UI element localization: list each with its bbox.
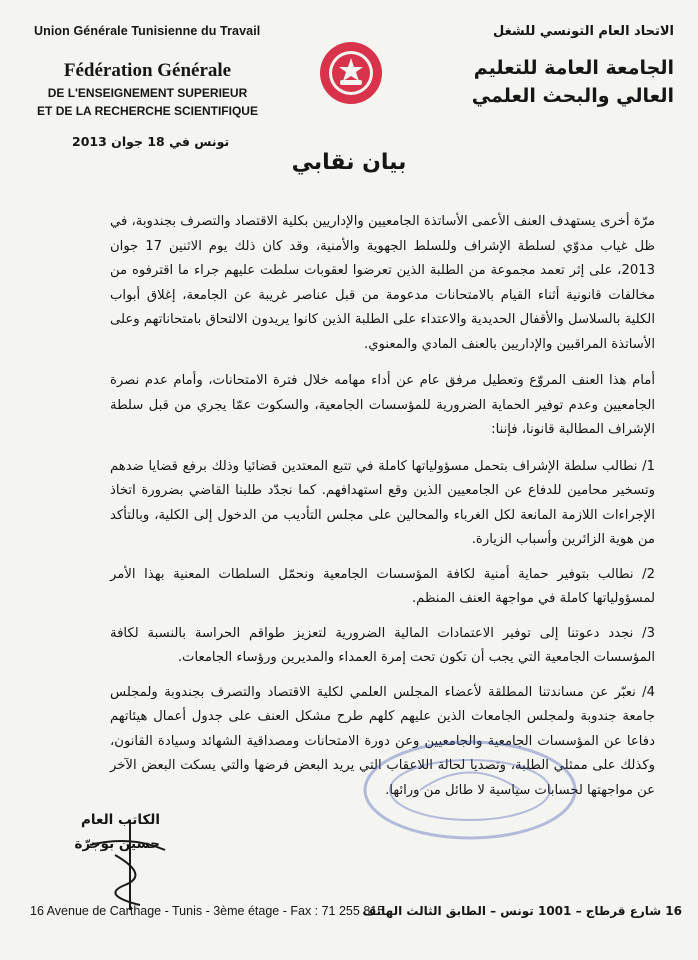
- demand-point-4: 4/ نعبّر عن مساندتنا المطلقة لأعضاء المجلس العلمي لكلية الاقتصاد والتصرف بجندوبة ولمجلس جامعة جندوبة ولمجلس الجامعات الذين عليهم كلهم طرح مشكل العنف على جدول أعمال هيئاتهم دفاعا عن المؤسسات الجامعية والجامعيين وعن دورة الامتحانات ومصداقية الشهائد وسيادة القانون، وكذلك على ممثلي الطلبة، وتصديا لحالة اللاعقاب التي يريد البعض فرضها والتي يسكت البعض الآخر عن مواجهتها لحسابات سياسية لا طائل من ورائها.: [110, 684, 655, 798]
- document-title: بيان نقابي: [291, 150, 407, 175]
- federation-name-fr: Fédération Générale: [63, 60, 232, 81]
- handwritten-signature-icon: [70, 815, 180, 915]
- paragraph-intro: مرّة أخرى يستهدف العنف الأعمى الأساتذة الجامعيين والإداريين بكلية الاقتصاد والتصرف بجندوبة، في ظل غياب مدوّي لسلطة الإشراف وللسلط الجهوية والأمنية، وقد كان ذلك يوم الاثنين 17 جوان 2013، على إثر تعمد مجموعة من الطلبة الذين تعرضوا لعقوبات سلطت عليهم جراء ما اقترفوه من مخالفات قانونية أثناء القيام بالامتحانات مدعومة من قبل عناصر غريبة عن الجامعة، إغلاق أبواب الكلية بالسلاسل والأقفال الحديدية والاعتداء على الطلبة الذين كانوا يريدون الالتحاق بامتحاناتهم وعلى الأساتذة المراقبين والإداريين بالعنف المادي والمعنوي.: [110, 214, 655, 352]
- demand-point-3: 3/ نجدد دعوتنا إلى توفير الاعتمادات المالية الضرورية لتعزيز طواقم الحراسة بالنسبة لكافة المؤسسات الجامعية التي يجب أن تكون تحت إمرة العمداء والمديرين ورؤساء الجامعات.: [110, 625, 655, 665]
- federation-sub-ar: العالي والبحث العلمي: [471, 85, 674, 107]
- federation-line2-fr: DE L'ENSEIGNEMENT SUPERIEUR: [47, 86, 248, 100]
- document-date: تونس في 18 جوان 2013: [72, 134, 230, 149]
- demand-point-2: 2/ نطالب بتوفير حماية أمنية لكافة المؤسسات الجامعية ونحمّل السلطات المعنية بهذا الأمر لمسؤولياتها كاملة في مواجهة العنف المنظم.: [110, 566, 655, 606]
- signatory-name: حسين بوجرّة: [74, 836, 160, 852]
- signatory-role: الكاتب العام: [81, 812, 160, 828]
- federation-line3-fr: ET DE LA RECHERCHE SCIENTIFIQUE: [37, 104, 258, 118]
- federation-name-ar: الجامعة العامة للتعليم: [473, 57, 674, 79]
- footer-address-ar: 16 شارع قرطاج – 1001 تونس – الطابق الثالث الهاتف: [362, 904, 682, 918]
- header-left: [30, 24, 265, 118]
- ugtt-logo-icon: [318, 40, 384, 106]
- statement-body: [110, 210, 655, 813]
- union-name-ar: الاتحاد العام التونسي للشغل: [492, 24, 674, 39]
- demand-point-1: 1/ نطالب سلطة الإشراف بتحمل مسؤولياتها كاملة في تتبع المعتدين قضائيا وذلك برفع قضايا ضدهم وتسخير محامين للدفاع عن الجامعيين الذين وقع استهدافهم. كما نجدّد طلبنا القاضي بضرورة اتخاذ الإجراءات اللازمة المانعة لكل الغرباء والمحالين على مجلس التأديب من الدخول إلى الكلية، وبالتأكد من هوية الزائرين وأسباب الزيارة.: [110, 458, 655, 547]
- footer-address-fr: 16 Avenue de Carthage - Tunis - 3ème étage - Fax : 71 255 815: [30, 904, 385, 918]
- official-stamp-icon: [360, 735, 580, 845]
- paragraph-context: أمام هذا العنف المروّع وتعطيل مرفق عام عن أداء مهامه خلال فترة الامتحانات، وأمام عدم نصرة الجامعيين وعدم توفير الحماية الضرورية للمؤسسات الجامعية، والسكوت عمّا يجري من قبل سلطة الإشراف المطالبة قانونا، فإننا:: [110, 373, 655, 437]
- header-right: [414, 24, 674, 107]
- union-name-fr: Union Générale Tunisienne du Travail: [34, 24, 261, 38]
